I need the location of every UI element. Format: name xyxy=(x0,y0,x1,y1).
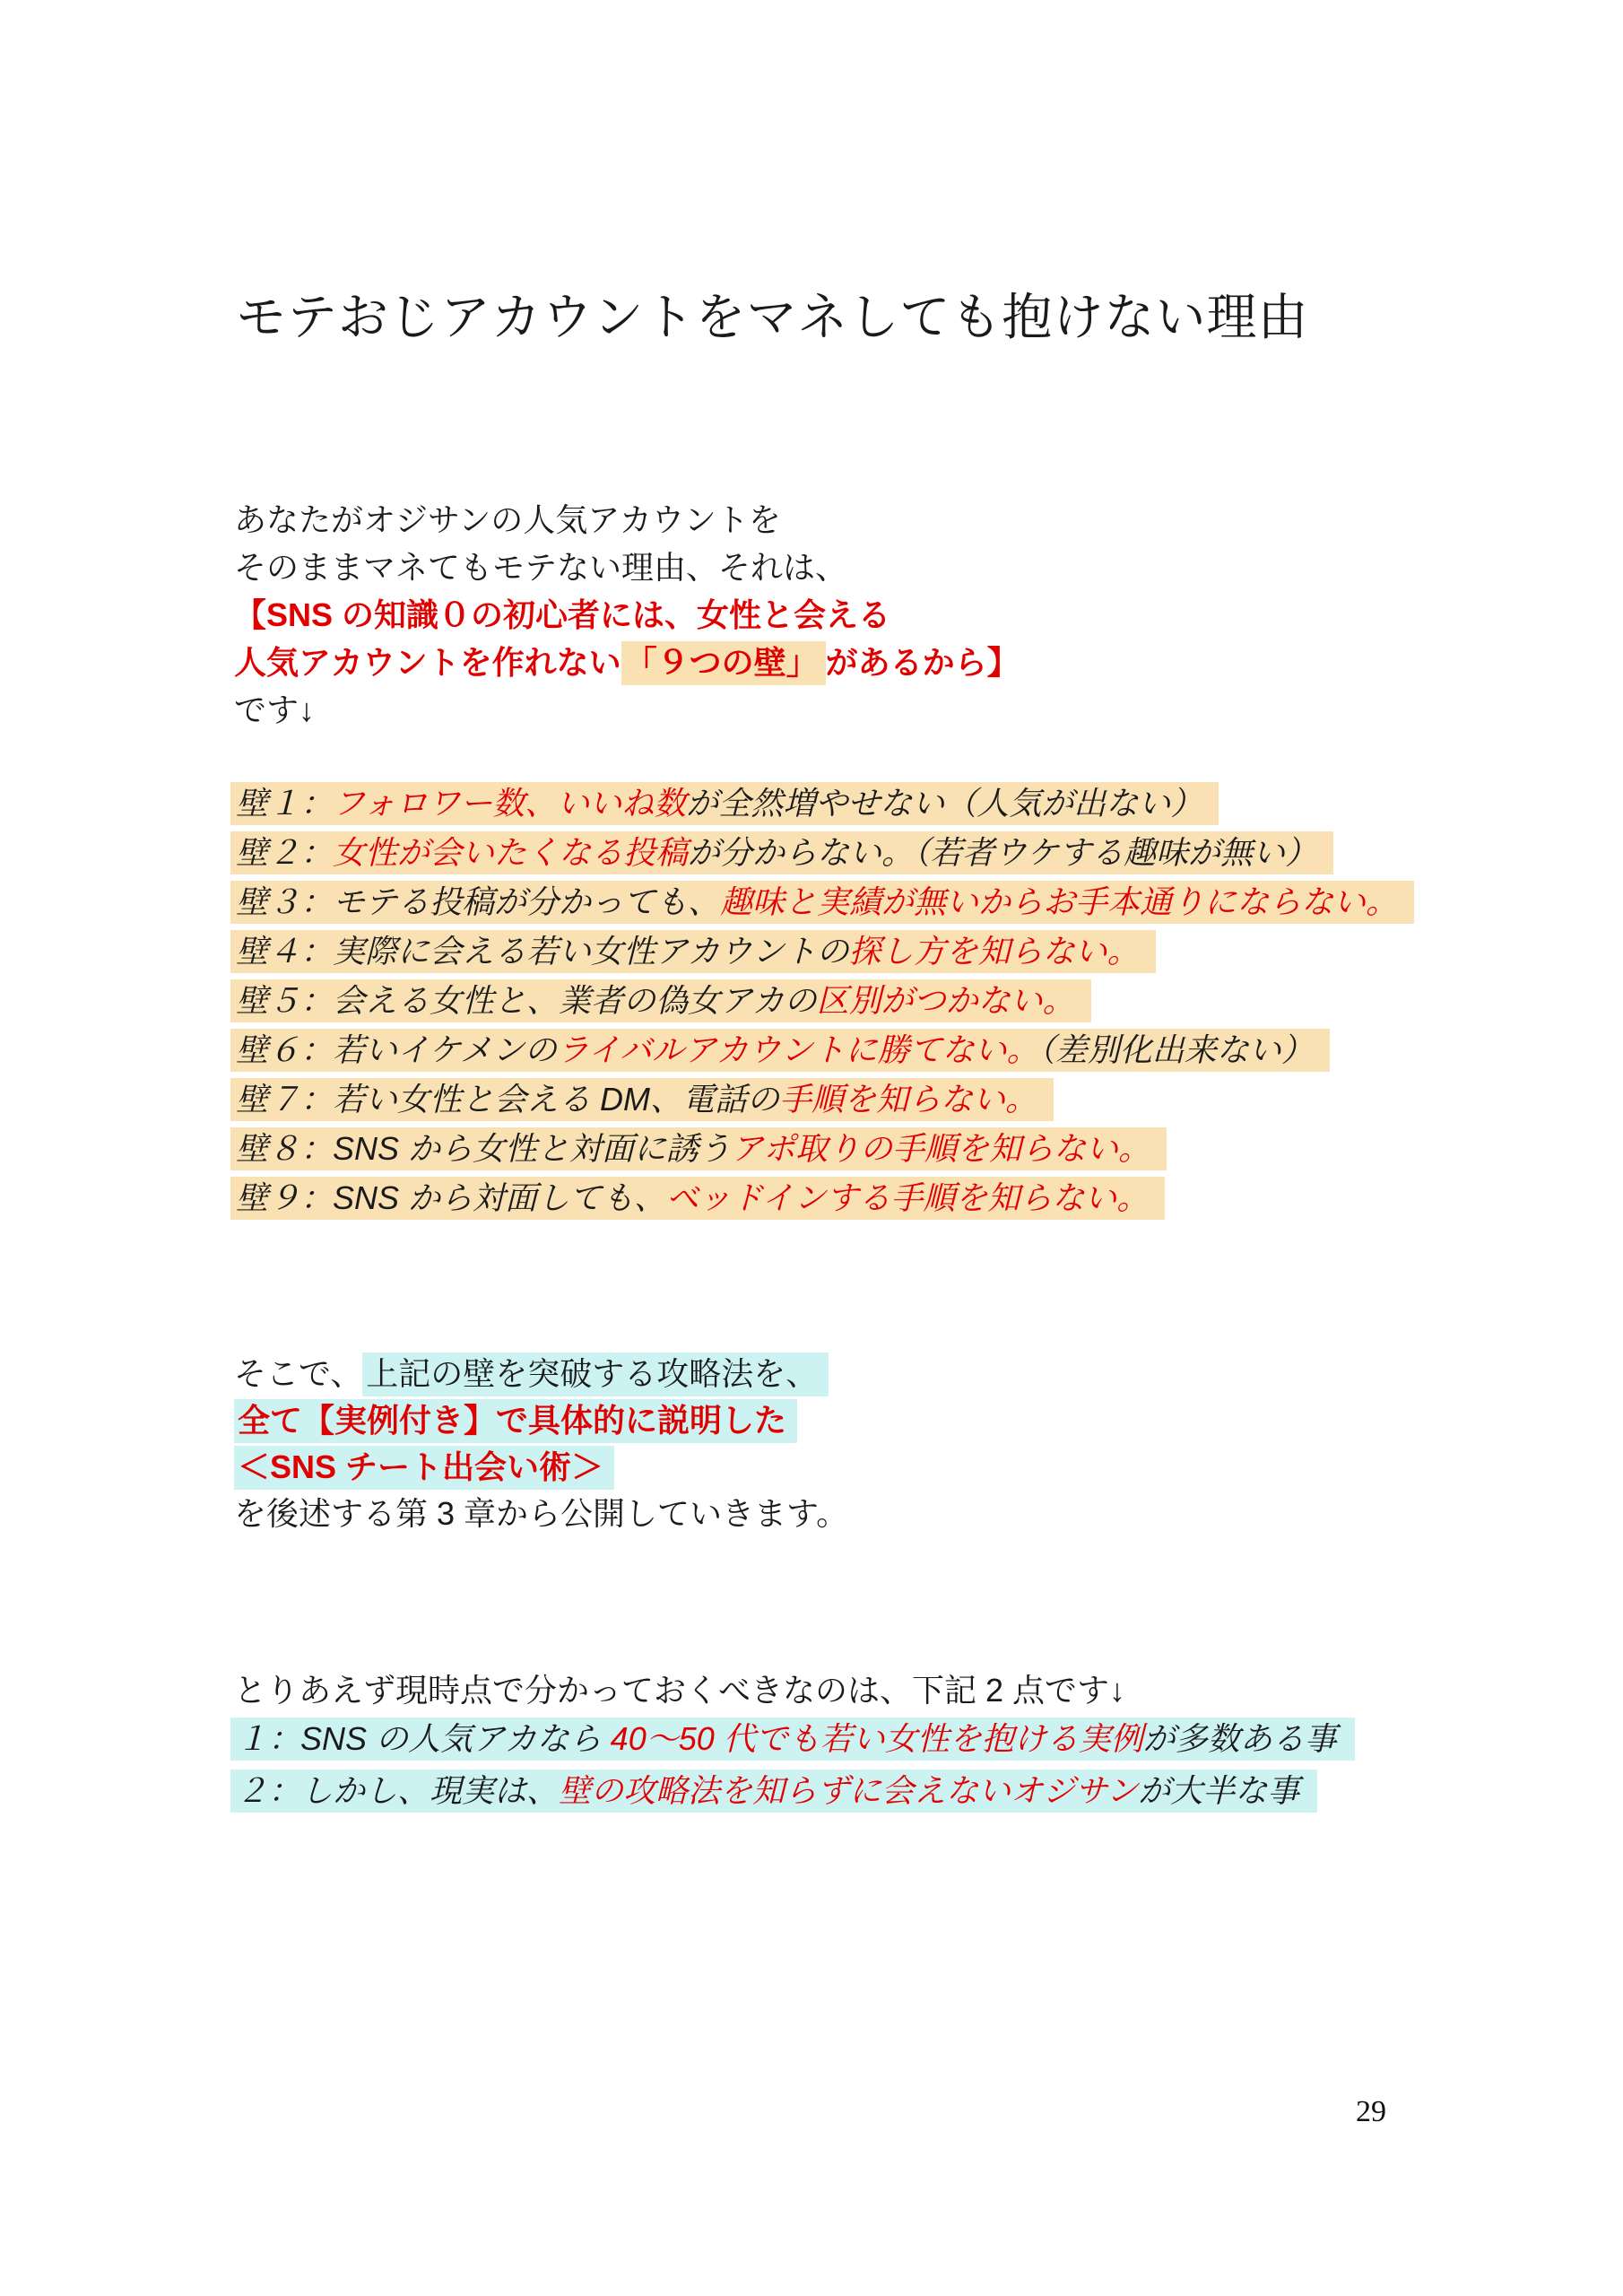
wall-item-1-text xyxy=(230,782,1219,825)
wall-item-9 xyxy=(230,1177,1414,1220)
nine-walls-list xyxy=(230,782,1414,1226)
point-item-1 xyxy=(230,1718,1355,1761)
intro-line-1 xyxy=(234,496,1020,544)
text-segment: 【SNS の知識０の初心者には、女性と会える xyxy=(234,596,891,633)
strategy-line-2 xyxy=(234,1397,848,1444)
text-segment: 壁７：若い女性と会える DM、電話の xyxy=(236,1081,779,1118)
text-segment: 壁９：SNS から対面しても、 xyxy=(236,1179,667,1216)
text-segment: アポ取りの手順を知らない。 xyxy=(731,1130,1151,1167)
text-segment: が多数ある事 xyxy=(1142,1720,1337,1757)
text-segment: 区別がつかない。 xyxy=(816,982,1075,1019)
intro-line-4 xyxy=(234,639,1020,686)
text-segment: ＜SNS チート出会い術＞ xyxy=(234,1446,614,1490)
text-segment: ライバルアカウントに勝てない。 xyxy=(556,1031,1039,1068)
strategy-paragraph xyxy=(234,1351,848,1537)
text-segment: 40～50 代でも若い女性を抱ける実例 xyxy=(610,1720,1143,1757)
text-segment: そこで、 xyxy=(234,1355,363,1392)
text-segment: ベッドインする手順を知らない。 xyxy=(666,1179,1150,1216)
wall-item-3 xyxy=(230,881,1414,924)
text-segment: 壁１： xyxy=(236,785,334,822)
text-segment: 「９つの壁」 xyxy=(621,641,826,685)
wall-item-9-text xyxy=(230,1177,1165,1220)
text-segment: 壁８：SNS から女性と対面に誘う xyxy=(236,1130,732,1167)
text-segment: 壁４：実際に会える若い女性アカウントの xyxy=(236,933,849,970)
point-item-1-text xyxy=(230,1718,1355,1761)
text-segment: があるから】 xyxy=(825,644,1020,681)
wall-item-2 xyxy=(230,831,1414,874)
text-segment: を後述する第 3 章から公開していきます。 xyxy=(234,1495,849,1532)
point-item-2 xyxy=(230,1770,1355,1813)
wall-item-6 xyxy=(230,1029,1414,1072)
wall-item-5 xyxy=(230,979,1414,1022)
wall-item-2-text xyxy=(230,831,1333,874)
intro-paragraph xyxy=(234,496,1020,734)
page-number: 29 xyxy=(1356,2095,1386,2128)
wall-item-5-text xyxy=(230,979,1091,1022)
wall-item-3-text xyxy=(230,881,1414,924)
text-segment: 人気アカウントを作れない xyxy=(234,644,621,681)
text-segment: 探し方を知らない。 xyxy=(848,933,1140,970)
text-segment: 壁３：モテる投稿が分かっても、 xyxy=(236,883,721,920)
text-segment: あなたがオジサンの人気アカウントを xyxy=(234,501,781,538)
wall-item-8 xyxy=(230,1127,1414,1170)
wall-item-7 xyxy=(230,1078,1414,1121)
text-segment: とりあえず現時点で分かっておくべきなのは、下記 2 点です↓ xyxy=(234,1672,1126,1709)
text-segment: が分からない。（若者ウケする趣味が無い） xyxy=(688,834,1318,871)
wall-item-7-text xyxy=(230,1078,1054,1121)
text-segment: フォロワー数、いいね数 xyxy=(333,785,687,822)
text-segment: 手順を知らない。 xyxy=(779,1081,1038,1118)
intro-line-3 xyxy=(234,591,1020,639)
two-points-section xyxy=(230,1668,1355,1822)
text-segment: が大半な事 xyxy=(1138,1772,1300,1809)
text-segment: が全然増やせない（人気が出ない） xyxy=(686,785,1203,822)
intro-line-2 xyxy=(234,544,1020,591)
page-title: モテおじアカウントをマネしても抱けない理由 xyxy=(236,289,1309,345)
text-segment: 全て【実例付き】で具体的に説明した xyxy=(234,1399,797,1443)
text-segment: 壁６：若いイケメンの xyxy=(236,1031,557,1068)
text-segment: ２：しかし、現実は、 xyxy=(236,1772,560,1809)
text-segment: そのままマネてもモテない理由、それは、 xyxy=(234,549,848,586)
points-heading xyxy=(234,1668,1355,1713)
text-segment: 女性が会いたくなる投稿 xyxy=(333,834,689,871)
wall-item-6-text xyxy=(230,1029,1330,1072)
intro-line-5 xyxy=(234,686,1020,734)
point-item-2-text xyxy=(230,1770,1317,1813)
wall-item-4 xyxy=(230,930,1414,973)
strategy-line-1 xyxy=(234,1351,848,1397)
strategy-line-4 xyxy=(234,1491,848,1537)
wall-item-4-text xyxy=(230,930,1156,973)
text-segment: （差別化出来ない） xyxy=(1038,1031,1314,1068)
text-segment: 壁の攻略法を知らずに会えないオジサン xyxy=(559,1772,1139,1809)
wall-item-8-text xyxy=(230,1127,1167,1170)
wall-item-1 xyxy=(230,782,1414,825)
text-segment: 壁５：会える女性と、業者の偽女アカの xyxy=(236,982,817,1019)
text-segment: １：SNS の人気アカなら xyxy=(236,1720,611,1757)
text-segment: 上記の壁を突破する攻略法を、 xyxy=(362,1352,829,1396)
strategy-line-3 xyxy=(234,1444,848,1491)
text-segment: 壁２： xyxy=(236,834,334,871)
text-segment: 趣味と実績が無いからお手本通りにならない。 xyxy=(720,883,1399,920)
text-segment: です↓ xyxy=(234,691,316,728)
